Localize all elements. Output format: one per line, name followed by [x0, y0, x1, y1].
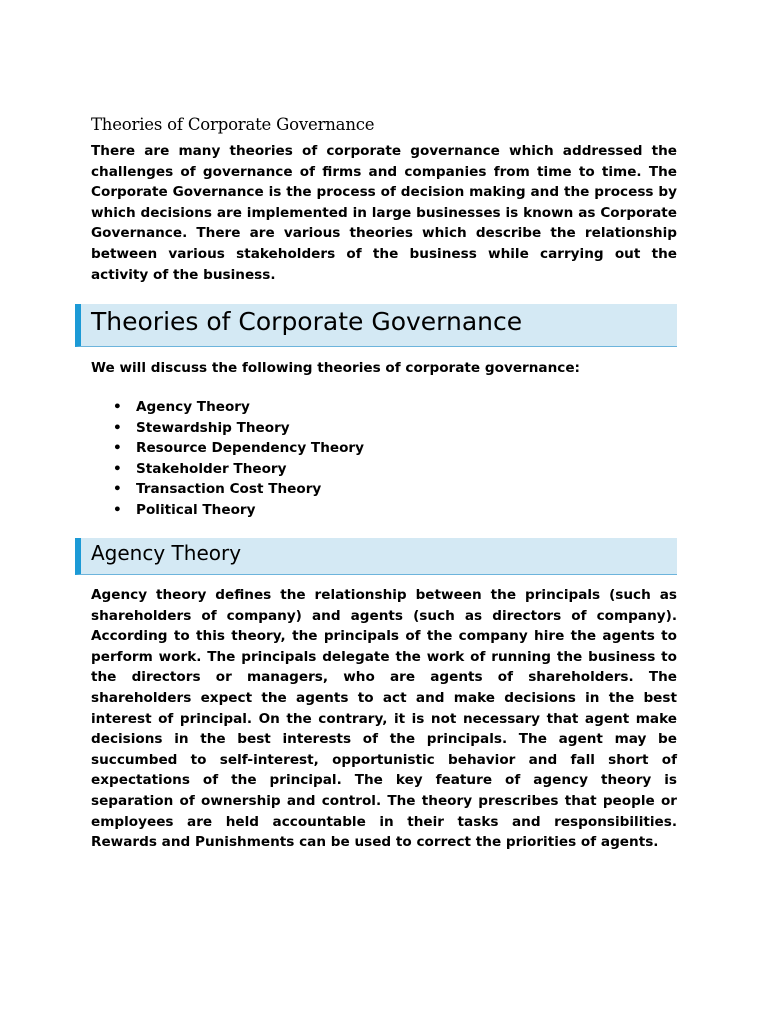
list-item-label: Political Theory	[136, 501, 256, 518]
agency-theory-paragraph: Agency theory defines the relationship between the principals (such as shareholders of company) and agents (such as directors of company). According to this theory, the principals of the company hire the agents to perform work. The principals delegate the work of running the business to the directors or managers, who are agents of shareholders. The shareholders expect the agents to act and make decisions in the best interest of principal. On the contrary, it is not necessary that agent make decisions in the best interests of the principals. The agent may be succumbed to self-interest, opportunistic behavior and fall short of expectations of the principal. The key feature of agency theory is separation of ownership and control. The theory prescribes that people or employees are held accountable in their tasks and responsibilities. Rewards and Punishments can be used to correct the priorities of agents.	[91, 587, 677, 851]
intro-paragraph: There are many theories of corporate governance which addressed the challenges of governance of firms and companies from time to time. The Corporate Governance is the process of decision making and the process by which decisions are implemented in large businesses is known as Corporate Governance. There are various theories which describe the relationship between various stakeholders of the business while carrying out the activity of the business.	[91, 143, 677, 283]
list-item-label: Stewardship Theory	[136, 419, 290, 436]
bullet-icon: •	[113, 399, 122, 415]
list-item-label: Agency Theory	[136, 399, 250, 415]
list-item	[91, 397, 364, 418]
list-item-label: Transaction Cost Theory	[136, 481, 322, 498]
list-item-label: Resource Dependency Theory	[136, 440, 364, 457]
list-item	[91, 500, 364, 521]
list-item	[91, 438, 364, 459]
bullet-icon: •	[113, 501, 122, 518]
bullet-icon: •	[113, 419, 122, 436]
list-item-label: Stakeholder Theory	[136, 460, 287, 477]
list-item	[91, 418, 364, 439]
bullet-icon: •	[113, 440, 122, 457]
section-heading-agency-theory: Agency Theory	[75, 538, 677, 575]
bullet-icon: •	[113, 481, 122, 498]
section-lead-text: We will discuss the following theories of corporate governance:	[91, 360, 580, 376]
list-item	[91, 479, 364, 500]
section-heading-theories: Theories of Corporate Governance	[75, 304, 677, 347]
list-item	[91, 459, 364, 480]
document-title: Theories of Corporate Governance	[91, 115, 375, 134]
theory-list	[91, 397, 364, 521]
bullet-icon: •	[113, 460, 122, 477]
